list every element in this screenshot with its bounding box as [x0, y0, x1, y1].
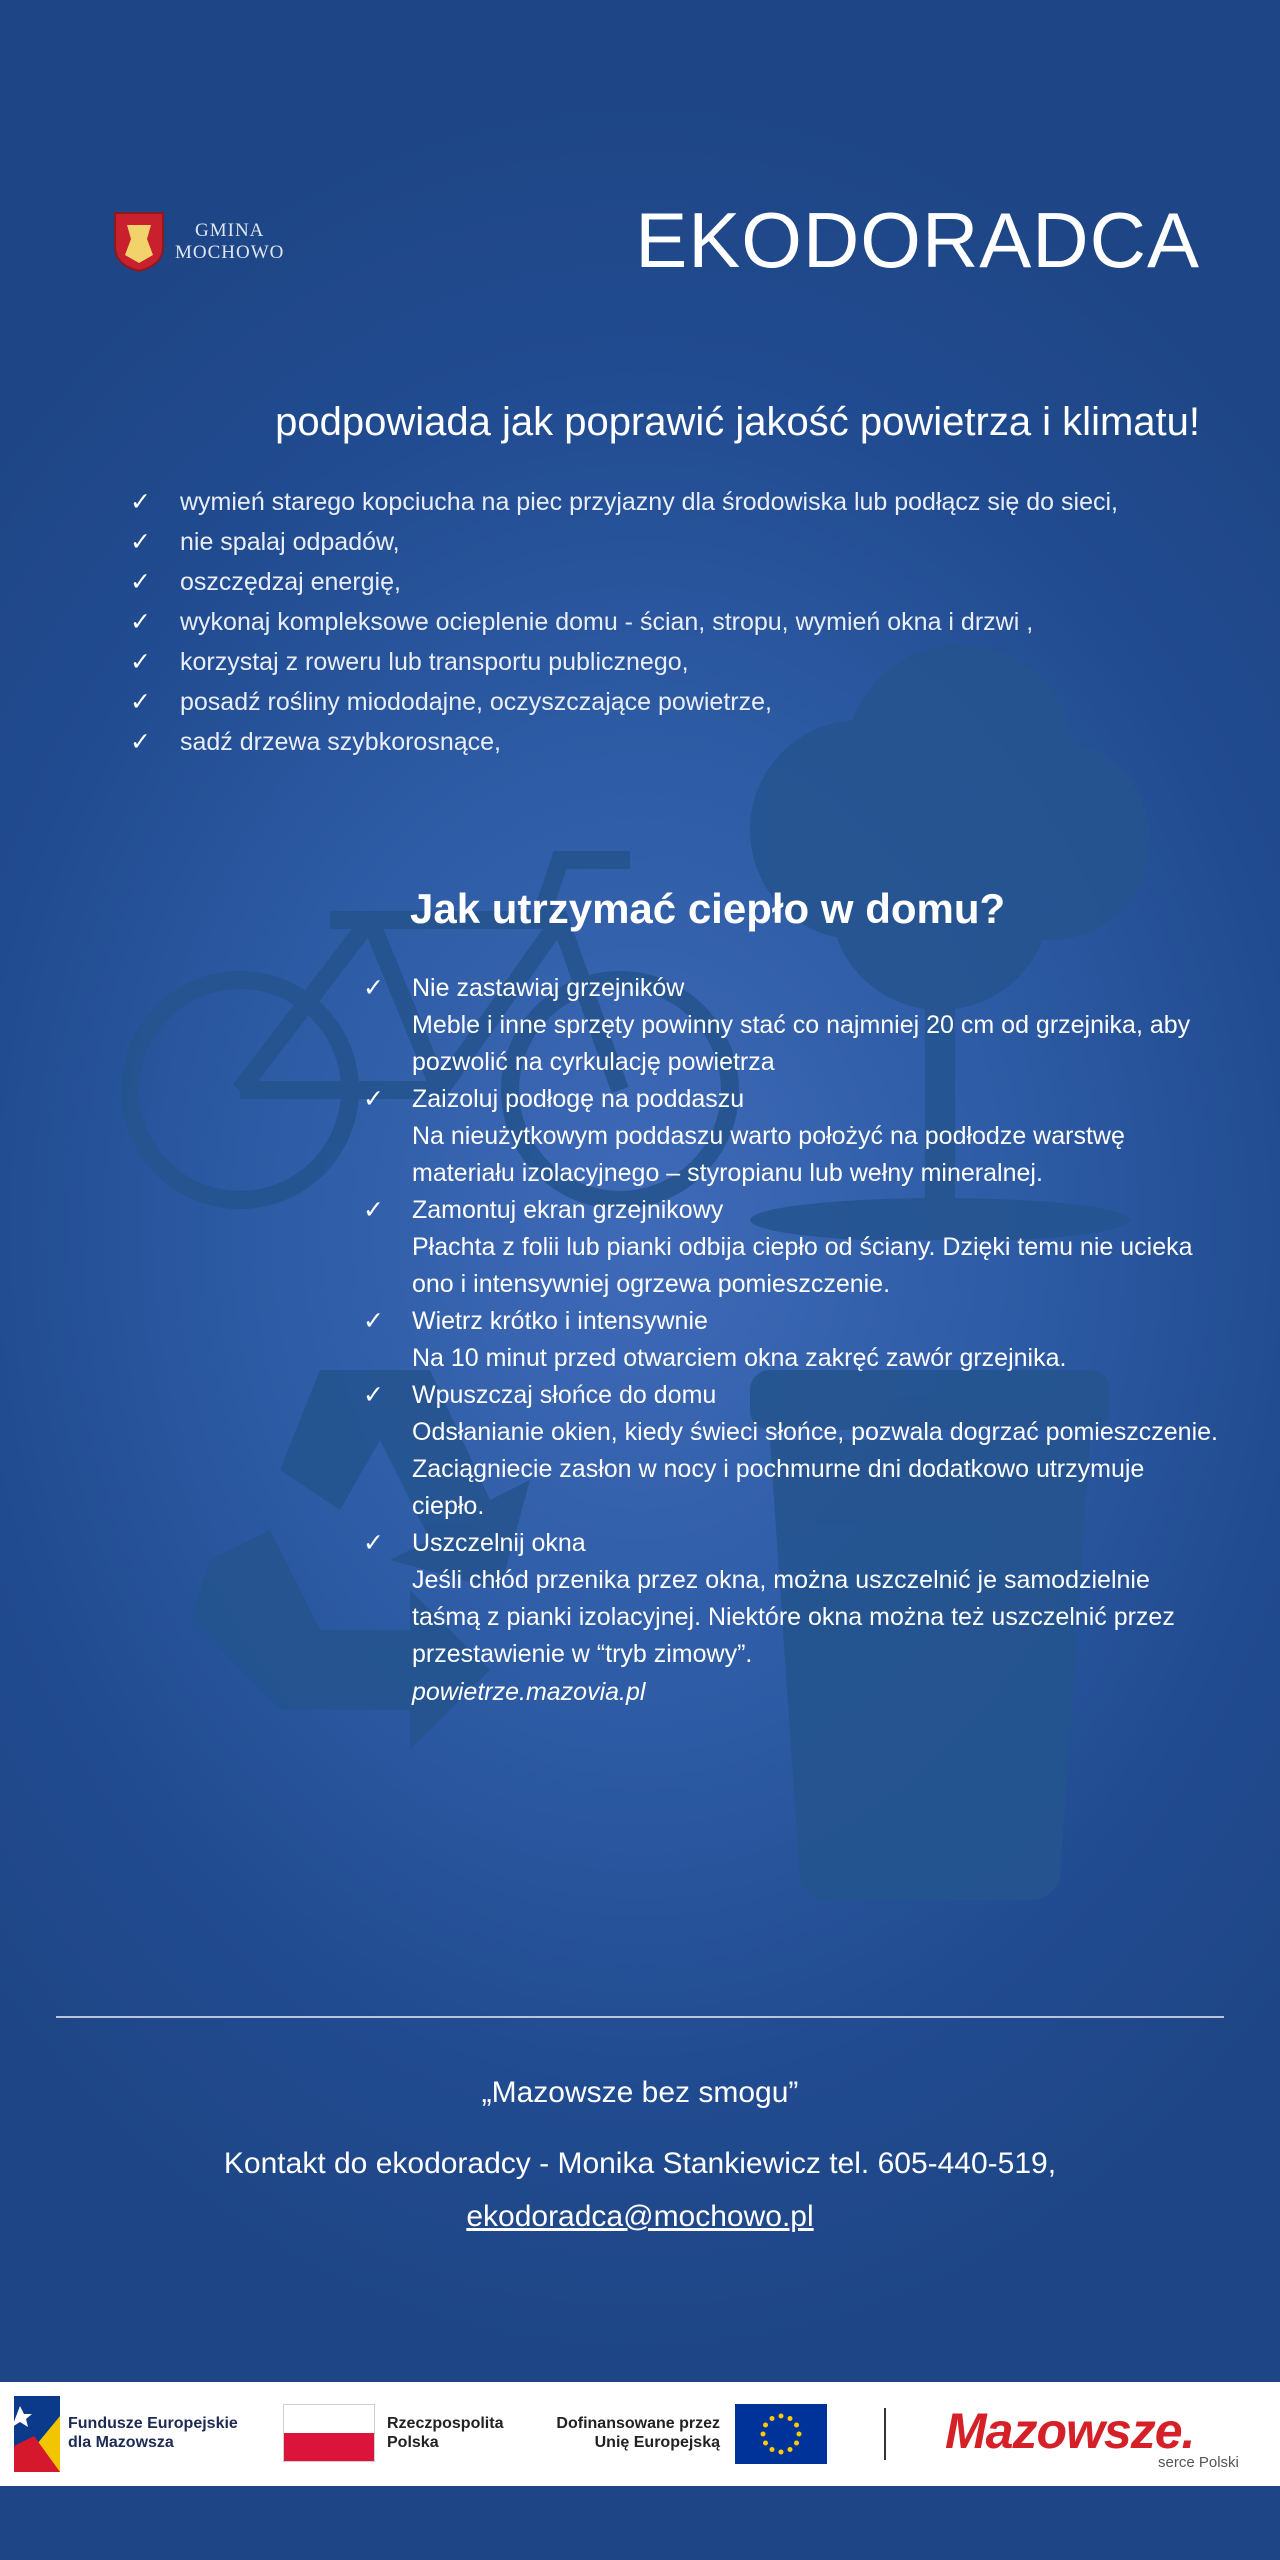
mazowsze-logo: Mazowsze.: [945, 2403, 1195, 2459]
tip-description: Na nieużytkowym poddaszu warto położyć na podłodze warstwę materiału izolacyjnego – styropianu lub wełny mineralnej.: [412, 1122, 1125, 1187]
page-title: EKODORADCA: [635, 196, 1200, 284]
list-item: [363, 970, 1223, 1081]
checkmark-icon: ✓: [363, 1196, 384, 1224]
logo-line-mochowo: MOCHOWO: [175, 242, 285, 263]
tip-description: Odsłanianie okien, kiedy świeci słońce, pozwala dogrzać pomieszczenie. Zaciągniecie zasłon w nocy i pochmurne dni dodatkowo utrzymuje ciepło.: [412, 1418, 1218, 1520]
tip-heading: Wietrz krótko i intensywnie: [412, 1307, 708, 1335]
logo-separator: [884, 2408, 886, 2460]
fundusze-europejskie-logo-icon: [14, 2396, 60, 2472]
list-item: ✓ sadź drzewa szybkorosnące,: [130, 722, 1118, 762]
list-item: [363, 1525, 1223, 1673]
tip-heading: Wpuszczaj słońce do domu: [412, 1381, 717, 1409]
checkmark-icon: ✓: [130, 528, 151, 556]
fe-label-line1: Fundusze Europejskie: [68, 2415, 238, 2432]
mazowsze-tagline: serce Polski: [1158, 2454, 1239, 2471]
list-item: [363, 1377, 1223, 1525]
checkmark-icon: ✓: [130, 688, 151, 716]
eu-label-line1: Dofinansowane przez: [556, 2415, 720, 2432]
funding-logos-bar: [0, 2382, 1280, 2486]
eu-flag-icon: [735, 2404, 827, 2464]
contact-info: Kontakt do ekodoradcy - Monika Stankiewicz tel. 605-440-519,: [223, 2147, 1057, 2180]
list-item: ✓ korzystaj z roweru lub transportu publicznego,: [130, 642, 1118, 682]
list-item: [363, 1303, 1223, 1377]
tip-description: Meble i inne sprzęty powinny stać co najmniej 20 cm od grzejnika, aby pozwolić na cyrkulację powietrza: [412, 1011, 1191, 1076]
gmina-logo: [113, 210, 313, 274]
tip-heading: Zamontuj ekran grzejnikowy: [412, 1196, 724, 1224]
list-item: ✓ nie spalaj odpadów,: [130, 522, 1118, 562]
list-item: [363, 1192, 1223, 1303]
fe-label-line2: dla Mazowsza: [68, 2434, 174, 2451]
list-item: [363, 1081, 1223, 1192]
checkmark-icon: ✓: [363, 974, 384, 1002]
email-link[interactable]: ekodoradca@mochowo.pl: [466, 2200, 814, 2233]
checkmark-icon: ✓: [130, 648, 151, 676]
checkmark-icon: ✓: [363, 1529, 384, 1557]
website-link[interactable]: powietrze.mazovia.pl: [412, 1678, 646, 1706]
tip-description: Płachta z folii lub pianki odbija ciepło od ściany. Dzięki temu nie ucieka ono i intensywniej ogrzewa pomieszczenie.: [412, 1233, 1193, 1298]
tip-heading: Nie zastawiaj grzejników: [412, 974, 685, 1002]
list-item: ✓ oszczędzaj energię,: [130, 562, 1118, 602]
list-item: ✓ posadź rośliny miododajne, oczyszczające powietrze,: [130, 682, 1118, 722]
checkmark-icon: ✓: [363, 1381, 384, 1409]
checkmark-icon: ✓: [130, 568, 151, 596]
slogan: „Mazowsze bez smogu”: [481, 2076, 799, 2109]
checkmark-icon: ✓: [130, 728, 151, 756]
logo-line-gmina: GMINA: [195, 220, 265, 241]
eu-label-line2: Unię Europejską: [594, 2434, 720, 2451]
tip-heading: Zaizoluj podłogę na poddaszu: [412, 1085, 745, 1113]
heat-section-title: Jak utrzymać ciepło w domu?: [410, 885, 1006, 932]
rp-label-line2: Polska: [387, 2434, 439, 2451]
coat-of-arms-icon: [113, 211, 165, 273]
air-quality-tips-list: [130, 482, 1118, 762]
list-item: ✓ wymień starego kopciucha na piec przyjazny dla środowiska lub podłącz się do sieci,: [130, 482, 1118, 522]
poland-flag-icon: [283, 2404, 375, 2462]
checkmark-icon: ✓: [363, 1085, 384, 1113]
checkmark-icon: ✓: [130, 488, 151, 516]
divider: [56, 2016, 1224, 2018]
checkmark-icon: ✓: [130, 608, 151, 636]
tip-heading: Uszczelnij okna: [412, 1529, 586, 1557]
checkmark-icon: ✓: [363, 1307, 384, 1335]
tip-description: Jeśli chłód przenika przez okna, można uszczelnić je samodzielnie taśmą z pianki izolacyjnej. Niektóre okna można też uszczelnić przez przestawienie w “tryb zimowy”.: [412, 1566, 1175, 1668]
tip-description: Na 10 minut przed otwarciem okna zakręć zawór grzejnika.: [412, 1344, 1067, 1372]
rp-label-line1: Rzeczpospolita: [387, 2415, 504, 2432]
heat-tips-list: [363, 970, 1223, 1673]
subtitle: podpowiada jak poprawić jakość powietrza i klimatu!: [275, 400, 1200, 444]
list-item: ✓ wykonaj kompleksowe ocieplenie domu - ścian, stropu, wymień okna i drzwi ,: [130, 602, 1118, 642]
